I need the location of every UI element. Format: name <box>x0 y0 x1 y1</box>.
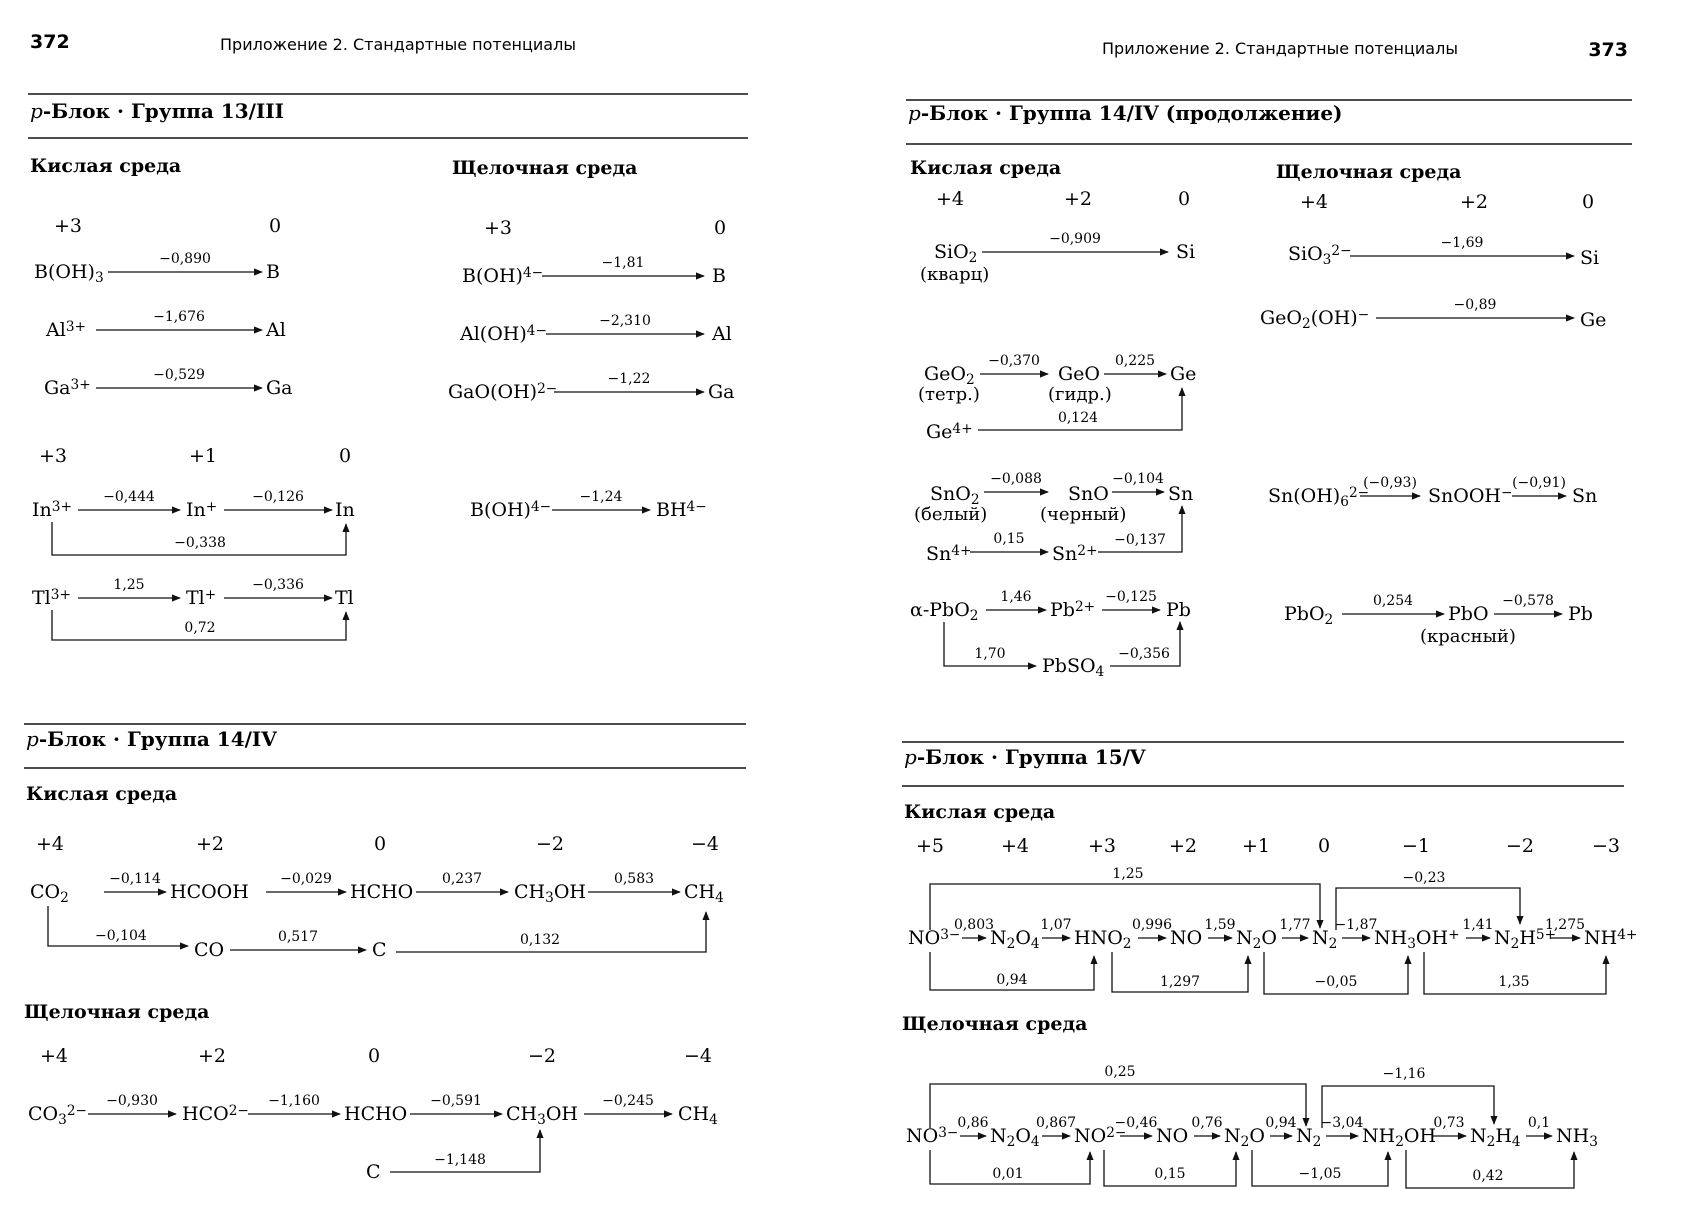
species: C <box>372 939 387 961</box>
species: NO3− <box>906 1124 959 1147</box>
species: BH4− <box>656 498 707 521</box>
potential-value: −0,088 <box>990 471 1042 487</box>
oxidation-state: −2 <box>1505 835 1535 857</box>
species: PbO <box>1448 603 1489 625</box>
potential-value: −1,81 <box>601 255 645 271</box>
potential-value: −1,24 <box>579 489 623 505</box>
oxidation-state: −3 <box>1591 835 1621 857</box>
oxidation-state: +1 <box>188 445 218 467</box>
potential-value: 0,15 <box>1154 1166 1186 1182</box>
species: Sn <box>1572 485 1598 507</box>
oxidation-state: −2 <box>535 833 565 855</box>
potential-value: 0,996 <box>1131 917 1173 933</box>
potential-value: 1,46 <box>1000 589 1032 605</box>
species: GeO2 <box>924 363 975 388</box>
potential-value: −0,336 <box>252 577 304 593</box>
potential-value: −0,591 <box>430 1093 482 1109</box>
page-number: 372 <box>30 31 70 53</box>
potential-value: −0,909 <box>1049 231 1101 247</box>
potential-value: −1,160 <box>268 1093 320 1109</box>
species: GaO(OH)2− <box>448 380 558 403</box>
potential-value: −0,029 <box>280 871 332 887</box>
potential-value: 0,86 <box>957 1115 989 1131</box>
medium-label: Кислая среда <box>904 801 1056 823</box>
potential-value: −1,148 <box>434 1152 486 1168</box>
species: HCHO <box>344 1103 408 1125</box>
species: CH4 <box>684 881 724 906</box>
species: Ge <box>1580 309 1607 331</box>
medium-label: Кислая среда <box>30 155 182 177</box>
oxidation-state: 0 <box>367 1045 381 1067</box>
section-title: p-Блок · Группа 14/IV <box>26 727 277 751</box>
potential-value: −0,89 <box>1453 297 1497 313</box>
potential-value: 1,25 <box>1112 866 1144 882</box>
species: In3+ <box>32 498 72 521</box>
species: N2 <box>1312 927 1338 952</box>
oxidation-state: +4 <box>1299 191 1329 213</box>
potential-value: −0,356 <box>1118 646 1170 662</box>
species: C <box>366 1161 381 1183</box>
species: NH3 <box>1556 1125 1598 1150</box>
species: HNO2 <box>1074 927 1132 952</box>
potential-value: 1,25 <box>113 577 145 593</box>
potential-value: −2,310 <box>599 313 651 329</box>
species: B(OH)3 <box>34 261 104 286</box>
species: Si <box>1176 241 1196 263</box>
oxidation-state: +5 <box>915 835 945 857</box>
species: Si <box>1580 247 1600 269</box>
potential-value: 1,297 <box>1159 974 1201 990</box>
oxidation-state: 0 <box>373 833 387 855</box>
oxidation-state: +3 <box>53 215 83 237</box>
species: Al <box>712 323 732 345</box>
section-title: p-Блок · Группа 14/IV (продолжение) <box>908 101 1343 125</box>
species: Pb <box>1166 599 1191 621</box>
species: PbSO4 <box>1042 655 1105 680</box>
potential-value: 0,132 <box>519 932 561 948</box>
potential-value: −0,104 <box>1112 471 1164 487</box>
potential-value: −1,69 <box>1440 235 1484 251</box>
medium-label: Кислая среда <box>910 157 1062 179</box>
medium-label: Щелочная среда <box>902 1013 1088 1035</box>
species: CO32− <box>28 1102 87 1128</box>
oxidation-state: +2 <box>195 833 225 855</box>
potential-value: 1,35 <box>1498 974 1530 990</box>
medium-label: Щелочная среда <box>1276 161 1462 183</box>
potential-value: −3,04 <box>1320 1115 1364 1131</box>
potential-value: 0,01 <box>992 1166 1024 1182</box>
potential-value: 1,275 <box>1544 917 1586 933</box>
species: In <box>335 499 355 521</box>
potential-value: −0,370 <box>988 353 1040 369</box>
potential-value: 1,59 <box>1204 917 1236 933</box>
oxidation-state: +2 <box>1063 188 1093 210</box>
species: NH4+ <box>1584 926 1638 949</box>
potential-value: −0,578 <box>1502 593 1554 609</box>
species: Tl <box>335 587 354 609</box>
oxidation-state: +3 <box>483 217 513 239</box>
oxidation-state: +3 <box>1087 835 1117 857</box>
species-note: (красный) <box>1420 626 1516 647</box>
species: Al <box>266 319 286 341</box>
oxidation-state: 0 <box>1177 188 1191 210</box>
species: SnOOH− <box>1428 484 1513 507</box>
species: CH3OH <box>514 881 586 906</box>
species: Sn(OH)62− <box>1268 484 1370 510</box>
species-note: (тетр.) <box>918 384 980 405</box>
potential-value: 0,254 <box>1372 593 1414 609</box>
species: In+ <box>186 498 218 521</box>
oxidation-state: −4 <box>690 833 720 855</box>
species: B <box>266 261 280 283</box>
potential-value: −1,676 <box>153 309 205 325</box>
species: NH3OH+ <box>1374 926 1460 952</box>
species: N2O4 <box>990 927 1040 952</box>
potential-value: 0,15 <box>993 531 1025 547</box>
species: NH2OH <box>1362 1125 1437 1150</box>
potential-value: (−0,93) <box>1363 475 1417 491</box>
species: N2O <box>1224 1125 1265 1150</box>
potential-value: −0,137 <box>1114 532 1166 548</box>
oxidation-state: 0 <box>1317 835 1331 857</box>
potential-value: −0,104 <box>95 928 147 944</box>
potential-value: −0,890 <box>159 251 211 267</box>
oxidation-state: 0 <box>268 215 282 237</box>
oxidation-state: +3 <box>38 445 68 467</box>
oxidation-state: 0 <box>1581 191 1595 213</box>
species: Al3+ <box>46 318 86 341</box>
potential-value: −1,05 <box>1298 1166 1342 1182</box>
potential-value: 0,517 <box>277 929 319 945</box>
potential-value: −0,529 <box>153 367 205 383</box>
potential-value: 0,73 <box>1433 1115 1465 1131</box>
oxidation-state: −1 <box>1401 835 1431 857</box>
potential-value: −0,05 <box>1314 974 1358 990</box>
page-number: 373 <box>1588 39 1628 61</box>
oxidation-state: +4 <box>35 833 65 855</box>
species: Ga <box>708 381 735 403</box>
species: B(OH)4− <box>470 498 552 521</box>
potential-value: 1,41 <box>1462 917 1494 933</box>
species: GeO2(OH)− <box>1260 306 1370 332</box>
potential-value: 0,583 <box>613 871 655 887</box>
potential-value: 0,1 <box>1527 1115 1551 1131</box>
species: Ga3+ <box>44 376 91 399</box>
species-note: (кварц) <box>920 264 990 285</box>
species: Sn4+ <box>926 542 972 565</box>
potential-value: 0,124 <box>1057 410 1099 426</box>
species: Sn2+ <box>1052 542 1098 565</box>
potential-value: 0,94 <box>996 972 1028 988</box>
species: N2O <box>1236 927 1277 952</box>
species: Pb <box>1568 603 1593 625</box>
potential-value: 0,225 <box>1114 353 1156 369</box>
potential-value: 0,25 <box>1104 1064 1136 1080</box>
potential-value: −0,126 <box>252 489 304 505</box>
potential-value: −0,23 <box>1402 870 1446 886</box>
species: Ge <box>1170 363 1197 385</box>
species: CO <box>194 939 225 961</box>
species: NO <box>1156 1125 1189 1147</box>
oxidation-state: +2 <box>1168 835 1198 857</box>
species: CH3OH <box>506 1103 578 1128</box>
species: N2O4 <box>990 1125 1040 1150</box>
potential-value: 0,72 <box>184 620 216 636</box>
species: NO3− <box>908 926 961 949</box>
species: SnO2 <box>930 483 980 508</box>
species-note: (белый) <box>914 504 988 525</box>
running-head: Приложение 2. Стандартные потенциалы <box>220 35 576 54</box>
species: N2H5+ <box>1494 926 1557 952</box>
species: CO2 <box>30 881 69 906</box>
medium-label: Щелочная среда <box>452 157 638 179</box>
species: SnO <box>1068 483 1109 505</box>
species: α-PbO2 <box>910 599 979 624</box>
oxidation-state: +4 <box>935 188 965 210</box>
potential-value: (−0,91) <box>1512 475 1566 491</box>
potential-value: −0,46 <box>1114 1115 1158 1131</box>
potential-value: −0,125 <box>1105 589 1157 605</box>
oxidation-state: −2 <box>527 1045 557 1067</box>
oxidation-state: 0 <box>713 217 727 239</box>
potential-value: −1,87 <box>1334 917 1378 933</box>
species: Pb2+ <box>1050 598 1096 621</box>
potential-value: 1,77 <box>1279 917 1311 933</box>
running-head: Приложение 2. Стандартные потенциалы <box>1102 39 1458 58</box>
oxidation-state: +4 <box>1000 835 1030 857</box>
species: Tl3+ <box>32 586 71 609</box>
medium-label: Щелочная среда <box>24 1001 210 1023</box>
potential-value: 0,94 <box>1265 1115 1297 1131</box>
species: NO <box>1170 927 1203 949</box>
potential-value: 0,76 <box>1191 1115 1223 1131</box>
species: HCHO <box>350 881 414 903</box>
species: Sn <box>1168 483 1194 505</box>
species: B <box>712 265 726 287</box>
species: Al(OH)4− <box>460 322 547 345</box>
species: SiO32− <box>1288 242 1352 268</box>
oxidation-state: +2 <box>1459 191 1489 213</box>
potential-value: −0,338 <box>174 535 226 551</box>
species: HCO2− <box>182 1102 249 1125</box>
species: Ge4+ <box>926 420 973 443</box>
species: N2H4 <box>1470 1125 1521 1150</box>
medium-label: Кислая среда <box>26 783 178 805</box>
species-note: (гидр.) <box>1048 384 1112 405</box>
potential-value: 0,237 <box>441 871 483 887</box>
potential-value: −0,930 <box>106 1093 158 1109</box>
potential-value: −0,114 <box>109 871 161 887</box>
oxidation-state: +2 <box>197 1045 227 1067</box>
potential-value: 0,42 <box>1472 1168 1504 1184</box>
species: CH4 <box>678 1103 718 1128</box>
section-title: p-Блок · Группа 13/III <box>30 99 284 123</box>
section-title: p-Блок · Группа 15/V <box>904 745 1146 769</box>
species: SiO2 <box>934 241 978 266</box>
species: B(OH)4− <box>462 264 544 287</box>
species-note: (черный) <box>1040 504 1127 525</box>
species: GeO <box>1058 363 1100 385</box>
oxidation-state: +1 <box>1241 835 1271 857</box>
potential-value: 0,867 <box>1035 1115 1077 1131</box>
species: HCOOH <box>170 881 249 903</box>
species: Tl+ <box>186 586 217 609</box>
potential-value: −0,444 <box>103 489 155 505</box>
potential-value: 1,70 <box>974 646 1006 662</box>
oxidation-state: 0 <box>338 445 352 467</box>
potential-value: 1,07 <box>1040 917 1072 933</box>
oxidation-state: −4 <box>683 1045 713 1067</box>
species: Ga <box>266 377 293 399</box>
potential-value: −0,245 <box>602 1093 654 1109</box>
potential-value: 0,803 <box>953 917 995 933</box>
species: NO2− <box>1074 1124 1127 1147</box>
species: PbO2 <box>1284 603 1334 628</box>
oxidation-state: +4 <box>39 1045 69 1067</box>
potential-value: −1,22 <box>607 371 651 387</box>
potential-value: −1,16 <box>1382 1066 1426 1082</box>
species: N2 <box>1296 1125 1322 1150</box>
